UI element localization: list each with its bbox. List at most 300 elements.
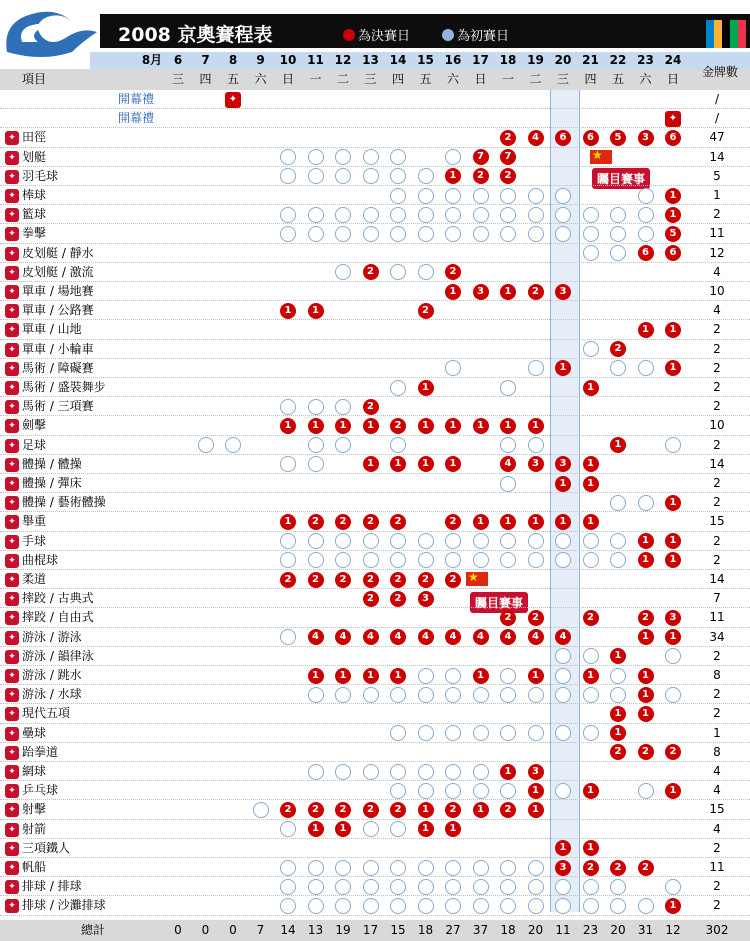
prelim-day-marker xyxy=(363,552,379,568)
prelim-day-marker xyxy=(445,360,461,376)
final-day-marker: 1 xyxy=(638,687,654,703)
final-day-marker: 2 xyxy=(280,572,296,588)
final-day-marker: 1 xyxy=(528,783,544,799)
prelim-day-marker xyxy=(335,264,351,280)
prelim-day-marker xyxy=(280,533,296,549)
weekday-22: 五 xyxy=(611,72,624,86)
prelim-day-marker xyxy=(335,207,351,223)
medal-count: 11 xyxy=(709,860,725,874)
total-label: 總計 xyxy=(80,923,105,937)
day-12: 12 xyxy=(334,53,352,67)
prelim-day-marker xyxy=(473,226,489,242)
prelim-day-marker xyxy=(610,207,626,223)
sport-pictogram-icon: ✦ xyxy=(5,131,19,145)
prelim-day-marker xyxy=(418,226,434,242)
prelim-day-marker xyxy=(500,207,516,223)
prelim-day-marker xyxy=(225,437,241,453)
final-day-marker: 3 xyxy=(528,764,544,780)
day-total: 23 xyxy=(582,923,599,937)
prelim-day-marker xyxy=(363,764,379,780)
prelim-day-marker xyxy=(473,188,489,204)
prelim-day-marker xyxy=(280,399,296,415)
final-day-marker: 2 xyxy=(418,303,434,319)
event-name: 馬術 / 盛裝舞步 xyxy=(22,380,106,394)
final-day-marker: 1 xyxy=(638,322,654,338)
final-day-marker: 1 xyxy=(280,514,296,530)
final-day-marker: 2 xyxy=(418,572,434,588)
prelim-day-marker xyxy=(335,879,351,895)
medal-count: 2 xyxy=(713,706,721,721)
event-row xyxy=(0,205,750,224)
prelim-day-marker xyxy=(555,687,571,703)
prelim-day-marker xyxy=(445,226,461,242)
prelim-day-marker xyxy=(583,226,599,242)
day-16: 16 xyxy=(444,53,462,67)
medal-count: 2 xyxy=(713,533,721,548)
event-name: 排球 / 沙灘排球 xyxy=(22,898,106,913)
final-day-marker: 1 xyxy=(583,456,599,472)
prelim-day-marker xyxy=(418,783,434,799)
day-total: 31 xyxy=(637,923,654,937)
prelim-day-marker xyxy=(308,168,324,184)
prelim-day-marker xyxy=(473,552,489,568)
final-day-marker: 2 xyxy=(390,514,406,530)
sport-pictogram-icon: ✦ xyxy=(5,727,19,741)
prelim-day-marker xyxy=(445,149,461,165)
final-day-marker: 1 xyxy=(418,418,434,434)
final-day-marker: 2 xyxy=(363,399,379,415)
prelim-day-marker xyxy=(555,668,571,684)
final-day-marker: 1 xyxy=(500,418,516,434)
medal-count: 4 xyxy=(713,783,721,798)
prelim-day-marker xyxy=(445,207,461,223)
prelim-day-marker xyxy=(528,226,544,242)
final-day-marker: 1 xyxy=(308,668,324,684)
final-day-marker: 2 xyxy=(390,572,406,588)
final-day-marker: 1 xyxy=(583,840,599,856)
medal-count: 2 xyxy=(713,840,721,855)
medal-count: 7 xyxy=(713,591,721,606)
sport-pictogram-icon: ✦ xyxy=(5,400,19,414)
final-day-marker: 1 xyxy=(638,533,654,549)
final-day-marker: 6 xyxy=(638,245,654,261)
event-row xyxy=(0,647,750,666)
prelim-day-marker xyxy=(418,898,434,914)
day-18: 18 xyxy=(499,53,517,67)
prelim-day-marker xyxy=(335,399,351,415)
prelim-day-marker xyxy=(280,552,296,568)
final-day-marker: 1 xyxy=(335,821,351,837)
prelim-day-marker xyxy=(418,860,434,876)
prelim-day-marker xyxy=(473,725,489,741)
prelim-day-marker xyxy=(363,207,379,223)
prelim-day-marker xyxy=(418,879,434,895)
event-name: 開幕禮 xyxy=(118,92,155,106)
prelim-day-marker xyxy=(500,533,516,549)
final-day-marker: 1 xyxy=(583,476,599,492)
day-total: 20 xyxy=(610,923,626,937)
prelim-day-marker xyxy=(390,226,406,242)
final-day-marker: 1 xyxy=(500,284,516,300)
prelim-day-marker xyxy=(280,879,296,895)
weekday-8: 五 xyxy=(226,72,239,86)
day-21: 21 xyxy=(582,53,599,67)
day-9: 9 xyxy=(256,53,265,67)
event-row xyxy=(0,167,750,186)
prelim-day-marker xyxy=(445,898,461,914)
prelim-day-marker xyxy=(583,648,599,664)
olympic-stripes-icon xyxy=(706,20,746,48)
day-20: 20 xyxy=(554,53,572,67)
event-name: 現代五項 xyxy=(22,706,71,721)
prelim-day-marker xyxy=(528,687,544,703)
event-row xyxy=(0,397,750,416)
medal-count: 1 xyxy=(713,188,721,202)
medal-count: 2 xyxy=(713,552,721,567)
prelim-day-marker xyxy=(473,207,489,223)
highlight-callout-1: 矚目賽事 xyxy=(592,168,650,189)
prelim-day-marker xyxy=(363,149,379,165)
event-row xyxy=(0,743,750,762)
sport-pictogram-icon: ✦ xyxy=(5,381,19,395)
final-day-marker: 1 xyxy=(665,533,681,549)
final-day-marker: 2 xyxy=(363,591,379,607)
prelim-day-marker xyxy=(308,456,324,472)
prelim-day-marker xyxy=(390,533,406,549)
final-day-marker: 1 xyxy=(528,802,544,818)
final-day-marker: 1 xyxy=(610,706,626,722)
prelim-day-marker xyxy=(335,687,351,703)
prelim-day-marker xyxy=(638,898,654,914)
prelim-day-marker xyxy=(528,188,544,204)
final-day-marker: 2 xyxy=(363,802,379,818)
ceremony-icon: ✦ xyxy=(225,92,241,108)
weekday-9: 六 xyxy=(254,72,267,86)
sport-pictogram-icon: ✦ xyxy=(5,669,19,683)
prelim-day-marker xyxy=(500,783,516,799)
final-day-marker: 6 xyxy=(665,245,681,261)
final-day-marker: 3 xyxy=(665,610,681,626)
final-day-marker: 4 xyxy=(363,629,379,645)
prelim-day-marker xyxy=(555,898,571,914)
prelim-day-marker xyxy=(500,437,516,453)
event-name: 壘球 xyxy=(22,725,47,740)
final-day-marker: 2 xyxy=(445,802,461,818)
final-day-marker: 4 xyxy=(390,629,406,645)
medal-count: 11 xyxy=(709,610,725,625)
medal-count: 14 xyxy=(709,572,725,586)
weekday-17: 日 xyxy=(474,72,487,86)
prelim-day-marker xyxy=(308,898,324,914)
final-day-marker: 1 xyxy=(665,552,681,568)
weekday-6: 三 xyxy=(171,72,184,86)
day-total: 11 xyxy=(555,923,571,937)
prelim-day-marker xyxy=(638,226,654,242)
weekday-16: 六 xyxy=(446,72,459,86)
final-day-marker: 1 xyxy=(390,668,406,684)
prelim-day-marker xyxy=(418,168,434,184)
medal-count: 47 xyxy=(709,130,725,145)
sport-pictogram-icon: ✦ xyxy=(5,151,19,165)
final-day-marker: 1 xyxy=(445,821,461,837)
event-row xyxy=(0,570,750,589)
prelim-day-marker xyxy=(445,725,461,741)
final-day-marker: 2 xyxy=(280,802,296,818)
medal-count: / xyxy=(714,111,720,126)
sport-pictogram-icon: ✦ xyxy=(5,343,19,357)
final-day-marker: 1 xyxy=(665,495,681,511)
prelim-day-marker xyxy=(308,552,324,568)
prelim-day-marker xyxy=(335,898,351,914)
prelim-day-marker xyxy=(638,783,654,799)
prelim-day-marker xyxy=(418,764,434,780)
final-day-marker: 1 xyxy=(473,418,489,434)
prelim-day-marker xyxy=(473,533,489,549)
day-total: 0 xyxy=(201,923,210,937)
sport-pictogram-icon: ✦ xyxy=(5,458,19,472)
final-day-marker: 2 xyxy=(445,572,461,588)
prelim-day-marker xyxy=(390,764,406,780)
event-name: 馬術 / 三項賽 xyxy=(22,399,94,414)
final-day-marker: 1 xyxy=(665,207,681,223)
event-name: 柔道 xyxy=(22,572,47,586)
sport-pictogram-icon: ✦ xyxy=(5,880,19,894)
prelim-day-marker xyxy=(280,207,296,223)
sport-pictogram-icon: ✦ xyxy=(5,861,19,875)
prelim-day-marker xyxy=(445,687,461,703)
final-day-marker: 1 xyxy=(335,418,351,434)
prelim-day-marker xyxy=(555,188,571,204)
event-row xyxy=(0,608,750,627)
prelim-day-marker xyxy=(335,860,351,876)
medal-count: 4 xyxy=(713,764,721,778)
final-day-marker: 3 xyxy=(528,456,544,472)
final-day-marker: 2 xyxy=(335,514,351,530)
prelim-day-marker xyxy=(528,437,544,453)
event-name: 摔跤 / 古典式 xyxy=(22,591,94,606)
legend-final-label: 為決賽日 xyxy=(358,29,411,44)
ceremony-icon: ✦ xyxy=(665,111,681,127)
prelim-day-marker xyxy=(610,360,626,376)
event-name: 射箭 xyxy=(22,821,47,836)
day-total: 17 xyxy=(362,923,379,937)
prelim-day-marker xyxy=(280,226,296,242)
prelim-day-marker xyxy=(335,226,351,242)
sport-pictogram-icon: ✦ xyxy=(5,227,19,241)
prelim-dot-icon xyxy=(442,29,454,41)
prelim-day-marker xyxy=(500,476,516,492)
prelim-day-marker xyxy=(638,495,654,511)
final-day-marker: 2 xyxy=(528,284,544,300)
final-day-marker: 2 xyxy=(583,860,599,876)
prelim-day-marker xyxy=(528,207,544,223)
day-total: 18 xyxy=(500,923,516,937)
prelim-day-marker xyxy=(363,687,379,703)
prelim-day-marker xyxy=(280,149,296,165)
event-row xyxy=(0,436,750,455)
event-name: 游泳 / 水球 xyxy=(22,687,82,702)
weekday-10: 日 xyxy=(281,72,294,86)
final-day-marker: 2 xyxy=(308,802,324,818)
prelim-day-marker xyxy=(308,207,324,223)
china-flag-icon: ★ xyxy=(590,150,612,164)
event-row xyxy=(0,186,750,205)
prelim-day-marker xyxy=(528,879,544,895)
prelim-day-marker xyxy=(528,552,544,568)
day-22: 22 xyxy=(609,53,627,67)
day-total: 15 xyxy=(390,923,406,937)
final-day-marker: 1 xyxy=(500,764,516,780)
medal-count: 8 xyxy=(713,668,721,682)
final-day-marker: 2 xyxy=(335,802,351,818)
final-day-marker: 1 xyxy=(418,456,434,472)
day-17: 17 xyxy=(472,53,489,67)
final-day-marker: 5 xyxy=(665,226,681,242)
final-day-marker: 1 xyxy=(665,629,681,645)
event-row xyxy=(0,109,750,128)
final-day-marker: 3 xyxy=(555,456,571,472)
event-name: 三項鐵人 xyxy=(22,840,71,855)
prelim-day-marker xyxy=(665,437,681,453)
final-day-marker: 6 xyxy=(555,130,571,146)
sport-pictogram-icon: ✦ xyxy=(5,304,19,318)
prelim-day-marker xyxy=(363,533,379,549)
prelim-day-marker xyxy=(280,898,296,914)
sport-pictogram-icon: ✦ xyxy=(5,650,19,664)
sport-pictogram-icon: ✦ xyxy=(5,323,19,337)
sport-pictogram-icon: ✦ xyxy=(5,535,19,549)
prelim-day-marker xyxy=(390,552,406,568)
prelim-day-marker xyxy=(500,668,516,684)
legend-final xyxy=(343,25,410,44)
event-row xyxy=(0,820,750,839)
medal-count: 34 xyxy=(709,629,725,644)
final-day-marker: 1 xyxy=(583,668,599,684)
prelim-day-marker xyxy=(308,149,324,165)
final-day-marker: 2 xyxy=(363,264,379,280)
medal-count: 2 xyxy=(713,476,721,490)
prelim-day-marker xyxy=(583,341,599,357)
prelim-day-marker xyxy=(500,860,516,876)
prelim-day-marker xyxy=(418,264,434,280)
final-dot-icon xyxy=(343,29,355,41)
day-total: 7 xyxy=(256,923,265,937)
medal-count: 15 xyxy=(709,802,725,817)
final-day-marker: 1 xyxy=(665,360,681,376)
event-name: 單車 / 山地 xyxy=(22,322,82,337)
event-name: 划艇 xyxy=(22,149,47,164)
prelim-day-marker xyxy=(308,399,324,415)
day-15: 15 xyxy=(417,53,434,67)
prelim-day-marker xyxy=(610,879,626,895)
event-row xyxy=(0,493,750,512)
day-total: 20 xyxy=(527,923,544,937)
weekday-24: 日 xyxy=(666,72,679,86)
prelim-day-marker xyxy=(418,668,434,684)
day-total: 37 xyxy=(472,923,489,937)
prelim-day-marker xyxy=(308,860,324,876)
medal-count: 2 xyxy=(713,341,721,356)
prelim-day-marker xyxy=(583,687,599,703)
event-name: 游泳 / 游泳 xyxy=(22,629,82,644)
prelim-day-marker xyxy=(418,552,434,568)
medal-count: 10 xyxy=(709,284,725,298)
event-name: 單車 / 小輪車 xyxy=(22,341,94,356)
medal-count: 11 xyxy=(709,226,725,241)
medal-count: 14 xyxy=(709,149,725,164)
final-day-marker: 1 xyxy=(638,668,654,684)
prelim-day-marker xyxy=(583,207,599,223)
prelim-day-marker xyxy=(473,783,489,799)
prelim-day-marker xyxy=(390,879,406,895)
event-name: 單車 / 場地賽 xyxy=(22,284,94,298)
final-day-marker: 1 xyxy=(555,360,571,376)
event-row xyxy=(0,762,750,781)
prelim-day-marker xyxy=(390,168,406,184)
final-day-marker: 1 xyxy=(638,629,654,645)
event-row xyxy=(0,378,750,397)
final-day-marker: 1 xyxy=(335,668,351,684)
prelim-day-marker xyxy=(555,533,571,549)
sport-pictogram-icon: ✦ xyxy=(5,439,19,453)
final-day-marker: 1 xyxy=(528,668,544,684)
prelim-day-marker xyxy=(583,879,599,895)
weekday-13: 三 xyxy=(364,72,377,86)
final-day-marker: 2 xyxy=(500,802,516,818)
final-day-marker: 2 xyxy=(610,341,626,357)
final-day-marker: 1 xyxy=(583,514,599,530)
final-day-marker: 2 xyxy=(308,514,324,530)
day-total: 12 xyxy=(665,923,681,937)
prelim-day-marker xyxy=(528,725,544,741)
medal-count: 2 xyxy=(713,879,721,894)
day-8: 8 xyxy=(228,53,238,67)
final-day-marker: 7 xyxy=(500,149,516,165)
event-row xyxy=(0,589,750,608)
final-day-marker: 4 xyxy=(528,130,544,146)
final-day-marker: 1 xyxy=(638,552,654,568)
final-day-marker: 2 xyxy=(610,860,626,876)
final-day-marker: 2 xyxy=(390,802,406,818)
event-name: 曲棍球 xyxy=(22,552,59,567)
sport-pictogram-icon: ✦ xyxy=(5,746,19,760)
medal-count: 14 xyxy=(709,456,725,471)
prelim-day-marker xyxy=(390,898,406,914)
prelim-day-marker xyxy=(445,764,461,780)
legend-prelim-label: 為初賽日 xyxy=(457,29,510,44)
medal-count: 2 xyxy=(713,648,721,663)
prelim-day-marker xyxy=(308,437,324,453)
final-day-marker: 4 xyxy=(528,629,544,645)
prelim-day-marker xyxy=(555,879,571,895)
event-name: 籃球 xyxy=(22,207,47,222)
prelim-day-marker xyxy=(308,879,324,895)
event-name: 體操 / 體操 xyxy=(22,456,82,471)
event-row xyxy=(0,512,750,531)
day-7: 7 xyxy=(201,53,210,67)
final-day-marker: 1 xyxy=(363,418,379,434)
prelim-day-marker xyxy=(363,879,379,895)
prelim-day-marker xyxy=(335,533,351,549)
final-day-marker: 1 xyxy=(308,303,324,319)
event-row xyxy=(0,416,750,435)
event-name: 馬術 / 障礙賽 xyxy=(22,360,94,375)
final-day-marker: 1 xyxy=(500,514,516,530)
prelim-day-marker xyxy=(390,783,406,799)
sport-pictogram-icon: ✦ xyxy=(5,573,19,587)
item-header: 項目 xyxy=(22,72,47,86)
prelim-day-marker xyxy=(583,725,599,741)
